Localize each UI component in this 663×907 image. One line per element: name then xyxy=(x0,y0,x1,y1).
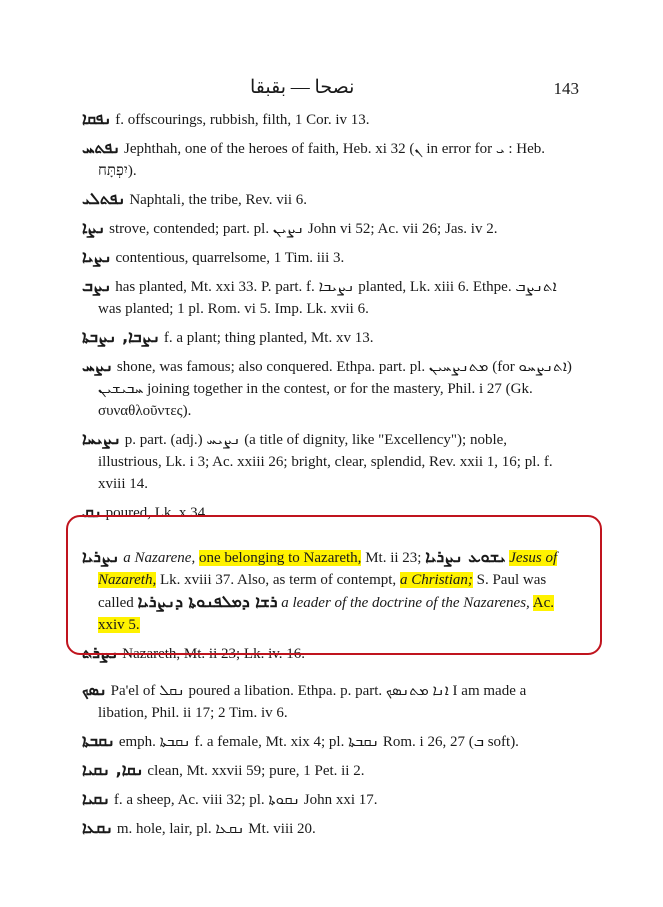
dictionary-entries xyxy=(82,108,572,846)
entry-text: clean, Mt. xxvii 59; pure, 1 Pet. ii 2. xyxy=(147,763,365,779)
headword: ܢܨܝܐ xyxy=(82,247,112,266)
reference: Mt. ii 23; xyxy=(365,550,422,566)
headword: ܢܨܚ xyxy=(82,356,114,375)
dictionary-entry xyxy=(82,246,572,269)
headword: ܢܨܝܚܐ xyxy=(82,429,121,448)
dictionary-entry xyxy=(82,326,572,349)
highlighted-text: Jesus of Nazareth, xyxy=(98,550,558,588)
page-number: 143 xyxy=(553,79,579,98)
entry-text: f. offscourings, rubbish, filth, 1 Cor. iv 13. xyxy=(115,112,370,128)
highlight-box xyxy=(66,515,602,655)
entry-text: f. a plant; thing planted, Mt. xv 13. xyxy=(163,330,374,346)
headword: ܢܦܩܐ xyxy=(82,109,112,128)
gloss: a leader of the doctrine of the Nazarenes, xyxy=(281,595,530,611)
dictionary-entry xyxy=(82,679,572,724)
entry-text: p. part. (adj.) ܢܨܝܚ (a title of dignity, like "Excellency"); noble, illustrious, Lk. i 3; Ac. xxiii 26; bright, clear, splendid, Rev. xxii 1, 16; pl. f. xviii 14. xyxy=(98,432,553,492)
headword: ܢܩܥܐ xyxy=(82,818,114,837)
dictionary-entry xyxy=(82,188,572,211)
headword: ܢܩ xyxy=(82,502,102,521)
entry-text: S. Paul was called xyxy=(98,572,547,611)
entry-text: contentious, quarrelsome, 1 Tim. iii 3. xyxy=(115,250,345,266)
headword: ܢܨܐ xyxy=(82,218,106,237)
headword: ܢܨܪܬ xyxy=(82,643,119,662)
page-header xyxy=(0,76,663,102)
entry-text: shone, was famous; also conquered. Ethpa. part. pl. ܡܬܢܨܚܝܢ (for ܐܬܢܨܚܘ) ܚܒܝܫܝܢ joining together in the contest, or for the mastery, Phil. i 27 (Gk. συναθλοῦντες). xyxy=(98,359,572,419)
dictionary-entry xyxy=(82,730,572,753)
entry-text: Pa'el of ܢܩܠ poured a libation. Ethpa. p. part. ܐܢܐ ܡܬܢܣܟ I am made a libation, Phil. ii 17; 2 Tim. iv 6. xyxy=(98,683,527,721)
syriac-phrase: ܝܫܘܥ ܢܨܪܝܐ xyxy=(425,547,506,566)
headword: ܢܨܪܝܐ xyxy=(82,547,120,566)
entry-text: Jephthah, one of the heroes of faith, Heb. xi 32 (ܢ in error for ܝ : Heb. יִפְתָּח). xyxy=(98,141,546,179)
gloss: a Nazarene, xyxy=(123,550,196,566)
dictionary-entry xyxy=(82,759,572,782)
headword: ܢܩܐ, ܢܩܝܐ xyxy=(82,760,144,779)
dictionary-entry xyxy=(82,788,572,811)
headword: ܢܨܒܐ, ܢܨܒܬܐ xyxy=(82,327,161,346)
syriac-phrase: ܪܫܐ ܕܡܠܦܢܘܬܐ ܕܢܨܪܝܐ xyxy=(137,592,278,611)
entry-text: Nazareth, Mt. ii 23; Lk. iv. 16. xyxy=(122,646,306,662)
dictionary-entry xyxy=(82,275,572,320)
highlighted-text: one belonging to Nazareth, xyxy=(198,550,362,566)
entry-text: strove, contended; part. pl. ܢܨܝܢ John vi 52; Ac. vii 26; Jas. iv 2. xyxy=(109,221,498,237)
dictionary-entry xyxy=(82,817,572,840)
entry-text: Lk. xviii 37. Also, as term of contempt, xyxy=(159,572,397,588)
headword: ܢܦܬܚ xyxy=(82,138,121,157)
headword: ܢܩܝܐ xyxy=(82,789,111,808)
highlighted-text: a Christian; xyxy=(399,572,473,588)
dictionary-entry xyxy=(82,428,572,495)
dictionary-entry xyxy=(82,217,572,240)
entry-text: emph. ܢܩܒܬܐ f. a female, Mt. xix 4; pl. ܢܩܒܬܐ Rom. i 26, 27 (ܒ soft). xyxy=(118,734,519,750)
headword: ܢܩܒܬܐ xyxy=(82,731,116,750)
dictionary-entry xyxy=(82,137,572,182)
dictionary-entry xyxy=(82,355,572,422)
entry-text: Naphtali, the tribe, Rev. vii 6. xyxy=(129,192,308,208)
highlighted-text: Ac. xxiv 5. xyxy=(98,595,554,633)
headword: ܢܨܒ xyxy=(82,276,112,295)
entry-text: m. hole, lair, pl. ܢܩܥܐ Mt. viii 20. xyxy=(116,821,316,837)
headword: ܢܦܬܠܝ xyxy=(82,189,126,208)
running-head: نصحا — بقبقا xyxy=(250,77,355,98)
entry-text: has planted, Mt. xxi 33. P. part. f. ܢܨܝܒܐ planted, Lk. xiii 6. Ethpe. ܐܬܢܨܒ was planted; 1 pl. Rom. vi 5. Imp. Lk. xvii 6. xyxy=(98,279,557,317)
headword: ܢܣܟ xyxy=(82,680,107,699)
entry-text: f. a sheep, Ac. viii 32; pl. ܢܩܘܬܐ John xxi 17. xyxy=(113,792,378,808)
entry-text: poured, Lk. x 34. xyxy=(105,505,209,521)
dictionary-entry xyxy=(82,108,572,131)
